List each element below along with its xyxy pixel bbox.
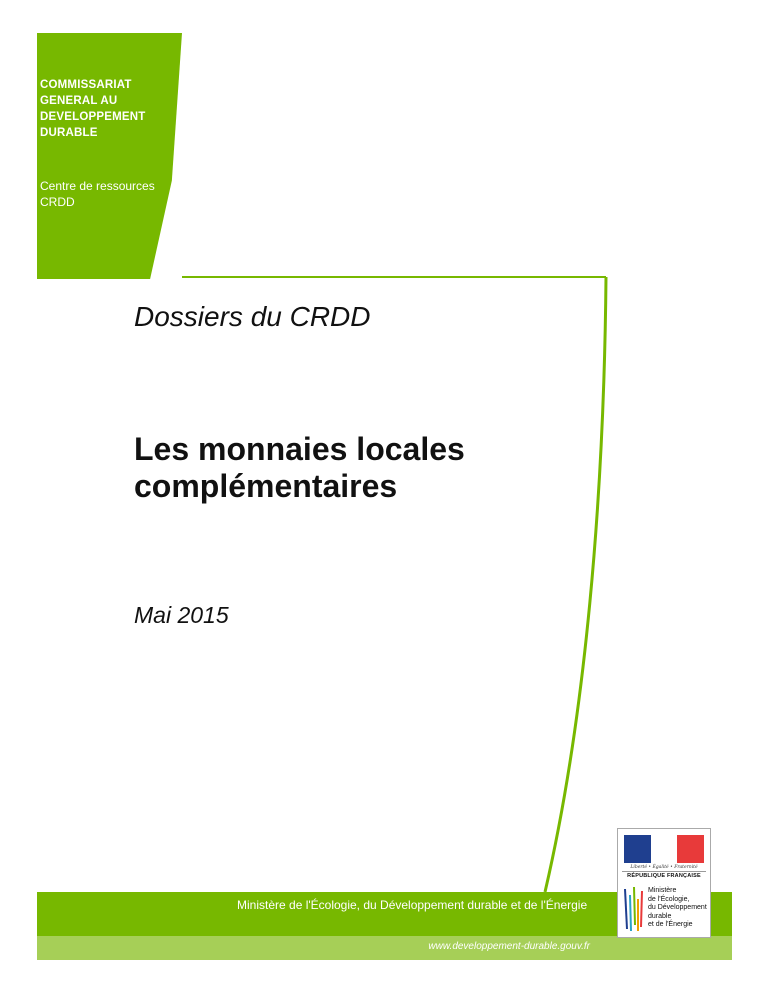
ministry-line: du Développement [648,904,707,912]
website-url[interactable]: www.developpement-durable.gouv.fr [428,941,590,952]
ministry-logo [617,828,711,938]
republic-motto: Liberté • Égalité • Fraternité [630,865,698,870]
title-line: complémentaires [134,468,398,504]
centre-line: Centre de ressources [40,179,155,193]
ministry-line: et de l'Énergie [648,921,693,929]
org-line: GENERAL AU [40,95,118,107]
republic-label: RÉPUBLIQUE FRANÇAISE [622,871,706,879]
ministry-name [648,887,708,930]
document-title [134,431,574,505]
curved-edge [545,277,606,892]
org-line: DURABLE [40,127,98,139]
ministry-line: durable [648,912,672,920]
org-line: DEVELOPPEMENT [40,111,146,123]
url-bar [37,936,732,960]
title-line: Les monnaies locales [134,431,465,467]
footer-ministry-text: Ministère de l'Écologie, du Développement durable et de l'Énergie [237,898,588,912]
ministry-stripes-icon [622,885,646,933]
series-title: Dossiers du CRDD [134,301,371,332]
ministry-line: Ministère [648,887,677,894]
publication-date: Mai 2015 [134,602,229,628]
org-line: COMMISSARIAT [40,79,132,91]
french-flag-icon [624,835,704,863]
centre-line: CRDD [40,195,75,209]
ministry-line: de l'Écologie, [648,895,690,903]
